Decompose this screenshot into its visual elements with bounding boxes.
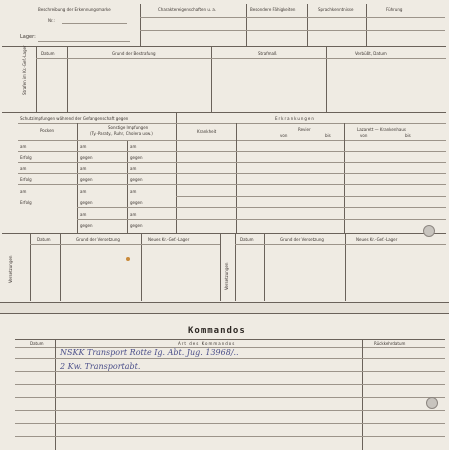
kommandos-row-rule <box>15 436 445 437</box>
header-divider <box>140 4 141 46</box>
sonstige-am: am <box>80 212 87 217</box>
kommandos-row-rule <box>15 384 445 385</box>
nr-label: Nr.: <box>48 18 55 23</box>
kommandos-col-line <box>55 339 56 450</box>
impfungen-col-pocken: Pocken <box>40 128 55 133</box>
strafen-col-line <box>326 46 327 112</box>
versetzungen-col-datum: Datum <box>37 237 51 242</box>
strafen-col-line <box>67 46 68 112</box>
lager-label: Lager: <box>20 34 36 40</box>
impfungen-title: Schutzimpfungen während der Gefangenschaft gegen <box>20 116 129 121</box>
strafen-side-label: Strafen im Kr.-Gef.-Lager <box>22 45 27 95</box>
ink-stain <box>126 257 130 261</box>
header-rule <box>140 17 445 18</box>
card-edge <box>0 313 449 314</box>
impfungen-row-rule <box>18 162 176 163</box>
versetzungen-side-label-2: Versetzungen <box>224 262 229 290</box>
erkrankungen-col-line <box>344 123 345 233</box>
impfungen-row-rule <box>18 151 176 152</box>
erkrankungen-col-revier: Revier <box>298 127 311 132</box>
pocken-am: am <box>20 144 27 149</box>
sonstige-am: am <box>80 144 87 149</box>
impfungen-top-border <box>2 112 446 113</box>
sonstige-gegen: gegen <box>80 200 93 205</box>
kommando-entry-line2: 2 Kw. Transportabt. <box>60 362 141 371</box>
kommando-entry-line1: NSKK Transport Rotte Ig. Abt. Jug. 13968/.. <box>60 348 239 357</box>
pocken-am: am <box>20 166 27 171</box>
lazarett-bis: bis <box>405 133 411 138</box>
erkrankungen-row-rule <box>176 196 446 197</box>
pocken-erfolg: Erfolg <box>20 177 32 182</box>
strafen-col-line <box>211 46 212 112</box>
pocken-am: am <box>20 189 27 194</box>
impfungen-row-rule <box>77 219 176 220</box>
pocken-erfolg: Erfolg <box>20 200 32 205</box>
versetzungen-top-border <box>2 233 446 234</box>
erkrankungen-row-rule <box>176 173 446 174</box>
pocken-erfolg: Erfolg <box>20 155 32 160</box>
versetzungen-col-neues-lager: Neues Kr.-Gef.-Lager <box>148 237 190 242</box>
kommandos-row-rule <box>15 358 445 359</box>
impfungen-col-sonstige-detail: (Ty.-Paraty., Ruhr, Cholera usw.) <box>90 131 153 136</box>
sonstige-am: am <box>130 189 137 194</box>
erkrankungen-row-rule <box>176 151 446 152</box>
header-rule <box>140 30 445 31</box>
erkrankungen-rule <box>176 123 446 124</box>
sonstige-gegen: gegen <box>130 177 143 182</box>
sonstige-gegen: gegen <box>130 200 143 205</box>
sonstige-gegen: gegen <box>80 177 93 182</box>
charakter-label: Charaktereigenschaften u. a. <box>158 7 217 12</box>
strafen-top-border <box>2 46 446 47</box>
revier-bis: bis <box>325 133 331 138</box>
lager-line <box>38 41 130 42</box>
impfungen-row-rule <box>18 173 176 174</box>
kommandos-col-line <box>362 339 363 450</box>
sonstige-am: am <box>80 166 87 171</box>
erkrankungen-row-rule <box>176 184 446 185</box>
kommandos-top-border <box>15 339 445 340</box>
header-divider <box>246 4 247 46</box>
strafen-col-grund: Grund der Bestrafung <box>112 51 156 56</box>
erkrankungen-row-rule <box>176 207 446 208</box>
kommandos-row-rule <box>15 423 445 424</box>
sonstige-gegen: gegen <box>130 223 143 228</box>
card-edge <box>0 302 449 303</box>
erkrankungen-row-rule <box>176 219 446 220</box>
erkrankungen-row-rule <box>176 162 446 163</box>
versetzungen-col-line <box>220 233 221 301</box>
card-fold <box>0 303 449 313</box>
impfungen-row-rule <box>77 207 176 208</box>
strafen-col-line <box>36 46 37 112</box>
kommandos-row-rule <box>15 397 445 398</box>
kommandos-col-art: Art des Kommandos <box>178 341 236 346</box>
header-divider <box>366 4 367 46</box>
impfungen-rule <box>18 123 176 124</box>
kommandos-row-rule <box>15 371 445 372</box>
kommandos-row-rule <box>15 410 445 411</box>
sonstige-am: am <box>130 212 137 217</box>
sonstige-am: am <box>80 189 87 194</box>
versetzungen-header-rule <box>30 244 220 245</box>
nr-line <box>62 23 127 24</box>
impfungen-col-sonstige: Sonstige Impfungen <box>108 125 149 130</box>
punch-hole <box>426 397 438 409</box>
strafen-col-verbuesst: Verbüßt, Datum <box>355 51 387 56</box>
sonstige-gegen: gegen <box>80 223 93 228</box>
kommandos-col-rueckkehr: Rückkehrdatum <box>374 341 406 346</box>
erkrankungen-col-lazarett: Lazarett — Krankenhaus <box>357 127 406 132</box>
erkrankungen-col-krankheit: Krankheit <box>197 129 217 134</box>
sonstige-am: am <box>130 166 137 171</box>
impfungen-row-rule <box>18 184 176 185</box>
strafen-header-rule <box>36 58 446 59</box>
sonstige-am: am <box>130 144 137 149</box>
erkrankungen-title: Erkrankungen <box>275 116 315 121</box>
revier-von: von <box>280 133 288 138</box>
versetzungen-side-label: Versetzungen <box>8 255 13 283</box>
versetzungen-col-grund-2: Grund der Versetzung <box>280 237 324 242</box>
impfungen-header-rule <box>18 140 446 141</box>
sprachen-label: Sprachkenntnisse <box>318 7 354 12</box>
strafen-col-datum: Datum <box>41 51 55 56</box>
punch-hole <box>423 225 435 237</box>
erkrankungen-col-line <box>236 123 237 233</box>
strafen-col-strafmass: Strafmaß <box>258 51 277 56</box>
faehigkeiten-label: Besondere Fähigkeiten <box>250 7 296 12</box>
versetzungen-col-neues-lager-2: Neues Kr.-Gef.-Lager <box>356 237 398 242</box>
kommandos-title: Kommandos <box>188 326 246 336</box>
versetzungen-header-rule <box>235 244 446 245</box>
header-divider <box>307 4 308 46</box>
sonstige-gegen: gegen <box>130 155 143 160</box>
versetzungen-col-grund: Grund der Versetzung <box>76 237 120 242</box>
versetzungen-col-datum-2: Datum <box>240 237 254 242</box>
sonstige-gegen: gegen <box>80 155 93 160</box>
kommandos-col-datum: Datum <box>30 341 44 346</box>
fuehrung-label: Führung <box>386 7 403 12</box>
lazarett-von: von <box>360 133 368 138</box>
beschreibung-label: Beschreibung der Erkennungsmarke <box>38 7 111 12</box>
